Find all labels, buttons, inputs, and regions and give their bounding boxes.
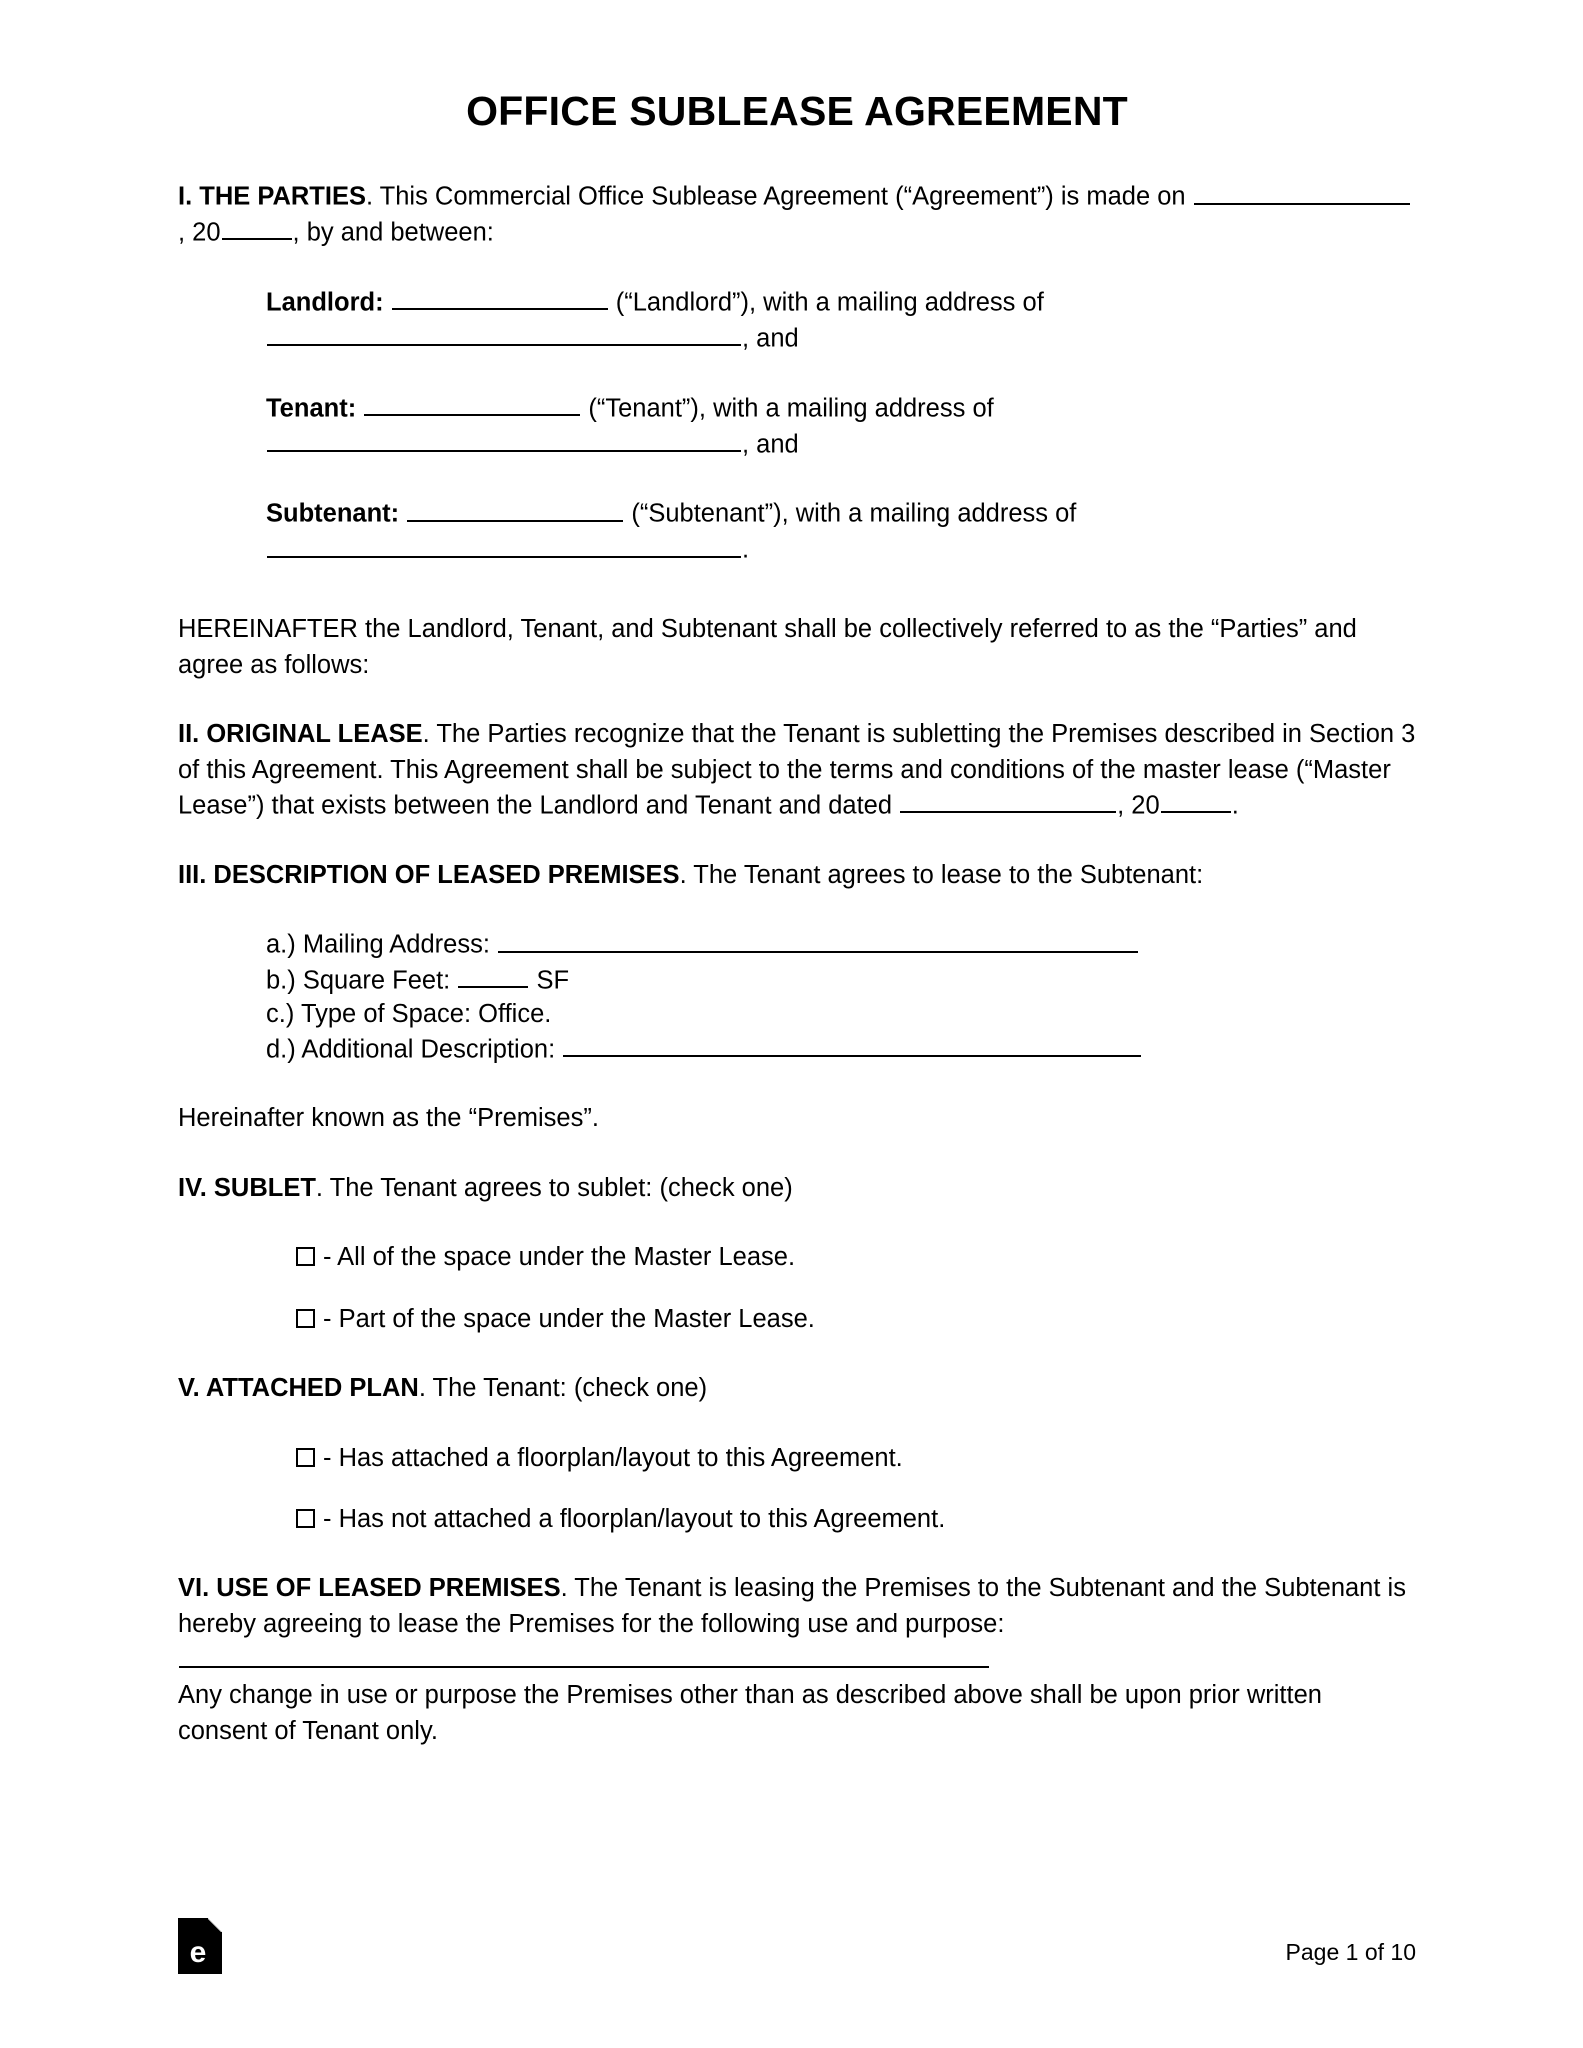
attached-plan-option-has-not-label: - Has not attached a floorplan/layout to this Agreement. (323, 1504, 946, 1533)
landlord-address-blank[interactable] (267, 321, 741, 346)
subtenant-name-blank[interactable] (407, 496, 623, 521)
document-body (178, 0, 1416, 1749)
section-original-lease-text-after: . (1231, 791, 1239, 820)
svg-text:e: e (189, 1936, 207, 1969)
section-parties-heading: I. THE PARTIES (178, 182, 366, 211)
master-lease-year-blank[interactable] (1161, 788, 1231, 813)
list-item (266, 927, 1416, 962)
list-item (266, 1032, 1416, 1067)
subtenant-block (178, 496, 1416, 568)
subtenant-address-blank[interactable] (267, 532, 741, 557)
landlord-name-blank[interactable] (392, 285, 608, 310)
square-feet-suffix: SF (536, 966, 570, 995)
landlord-label: Landlord: (266, 288, 384, 317)
tenant-name-blank[interactable] (364, 391, 580, 416)
page-footer (178, 1914, 1416, 1974)
sublet-option-all-label: - All of the space under the Master Lease. (323, 1243, 796, 1272)
checkbox-icon[interactable] (296, 1448, 315, 1467)
subtenant-after-blank: (“Subtenant”), with a mailing address of (631, 499, 1077, 528)
landlord-address-tail: , and (742, 324, 799, 353)
list-item (266, 963, 1416, 998)
tenant-address-blank[interactable] (267, 427, 741, 452)
tenant-block (178, 391, 1416, 463)
section-use-of-premises-note: Any change in use or purpose the Premises other than as described above shall be upon prior written consent of Tenant only. (178, 1681, 1322, 1745)
section-original-lease-text-mid: , 20 (1117, 791, 1160, 820)
square-feet-blank[interactable] (458, 963, 528, 988)
landlord-block (178, 285, 1416, 357)
agreement-year-blank[interactable] (222, 215, 292, 240)
hereinafter-paragraph: HEREINAFTER the Landlord, Tenant, and Subtenant shall be collectively referred to as the “Parties” and agree as follows: (178, 615, 1357, 679)
checkbox-icon[interactable] (296, 1509, 315, 1528)
square-feet-label: b.) Square Feet: (266, 966, 451, 995)
sublet-option-all[interactable] (178, 1240, 1416, 1275)
section-parties-intro-mid: , 20 (178, 218, 221, 247)
premises-note: Hereinafter known as the “Premises”. (178, 1104, 599, 1133)
sublet-option-part-label: - Part of the space under the Master Lease. (323, 1304, 815, 1333)
section-sublet (178, 1171, 1416, 1206)
page-number: Page 1 of 10 (1285, 1939, 1416, 1965)
subtenant-address-tail: . (742, 535, 750, 564)
subtenant-label: Subtenant: (266, 499, 400, 528)
section-description-heading: III. DESCRIPTION OF LEASED PREMISES (178, 860, 680, 889)
list-item (266, 998, 1416, 1032)
use-purpose-blank[interactable] (179, 1642, 989, 1667)
landlord-after-blank: (“Landlord”), with a mailing address of (615, 288, 1044, 317)
section-attached-plan (178, 1371, 1416, 1406)
checkbox-icon[interactable] (296, 1309, 315, 1328)
section-attached-plan-heading: V. ATTACHED PLAN (178, 1374, 419, 1403)
section-use-of-premises-text-before: . The Tenant is leasing the Premises to the Subtenant and the Subtenant is hereby agreeing to lease the Premises for the following use and purpose: (178, 1574, 1406, 1638)
section-original-lease-text-before: . The Parties recognize that the Tenant is subletting the Premises described in Section 3 of this Agreement. This Agreement shall be subject to the terms and conditions of the master lease (“Master Lease”) that exists between the Landlord and Tenant and dated (178, 720, 1416, 820)
additional-description-label: d.) Additional Description: (266, 1035, 556, 1064)
section-attached-plan-text: . The Tenant: (check one) (418, 1374, 708, 1403)
type-of-space-label: c.) Type of Space: Office. (266, 1000, 552, 1029)
sublet-option-part[interactable] (178, 1302, 1416, 1337)
additional-description-blank[interactable] (563, 1032, 1141, 1057)
tenant-after-blank: (“Tenant”), with a mailing address of (588, 394, 994, 423)
section-parties-intro-before: . This Commercial Office Sublease Agreement (“Agreement”) is made on (365, 182, 1193, 211)
attached-plan-option-has-not[interactable] (178, 1502, 1416, 1537)
page-title: OFFICE SUBLEASE AGREEMENT (466, 88, 1128, 134)
section-parties-intro (178, 179, 1416, 251)
section-parties-intro-after: , by and between: (292, 218, 494, 247)
mailing-address-label: a.) Mailing Address: (266, 930, 490, 959)
section-use-of-premises-heading: VI. USE OF LEASED PREMISES (178, 1574, 561, 1603)
master-lease-date-blank[interactable] (900, 788, 1116, 813)
tenant-address-tail: , and (742, 430, 799, 459)
attached-plan-option-has-label: - Has attached a floorplan/layout to this Agreement. (323, 1443, 903, 1472)
eforms-logo-icon (178, 1918, 222, 1974)
attached-plan-option-has[interactable] (178, 1441, 1416, 1476)
section-original-lease-heading: II. ORIGINAL LEASE (178, 720, 423, 749)
section-use-of-premises (178, 1571, 1416, 1678)
section-sublet-text: . The Tenant agrees to sublet: (check one) (315, 1173, 793, 1202)
premises-details-list (178, 927, 1416, 1067)
section-description (178, 858, 1416, 893)
checkbox-icon[interactable] (296, 1247, 315, 1266)
tenant-label: Tenant: (266, 394, 357, 423)
section-sublet-heading: IV. SUBLET (178, 1173, 316, 1202)
section-original-lease (178, 717, 1416, 824)
mailing-address-blank[interactable] (498, 927, 1138, 952)
section-description-text: . The Tenant agrees to lease to the Subtenant: (679, 860, 1204, 889)
agreement-date-blank[interactable] (1194, 179, 1410, 204)
